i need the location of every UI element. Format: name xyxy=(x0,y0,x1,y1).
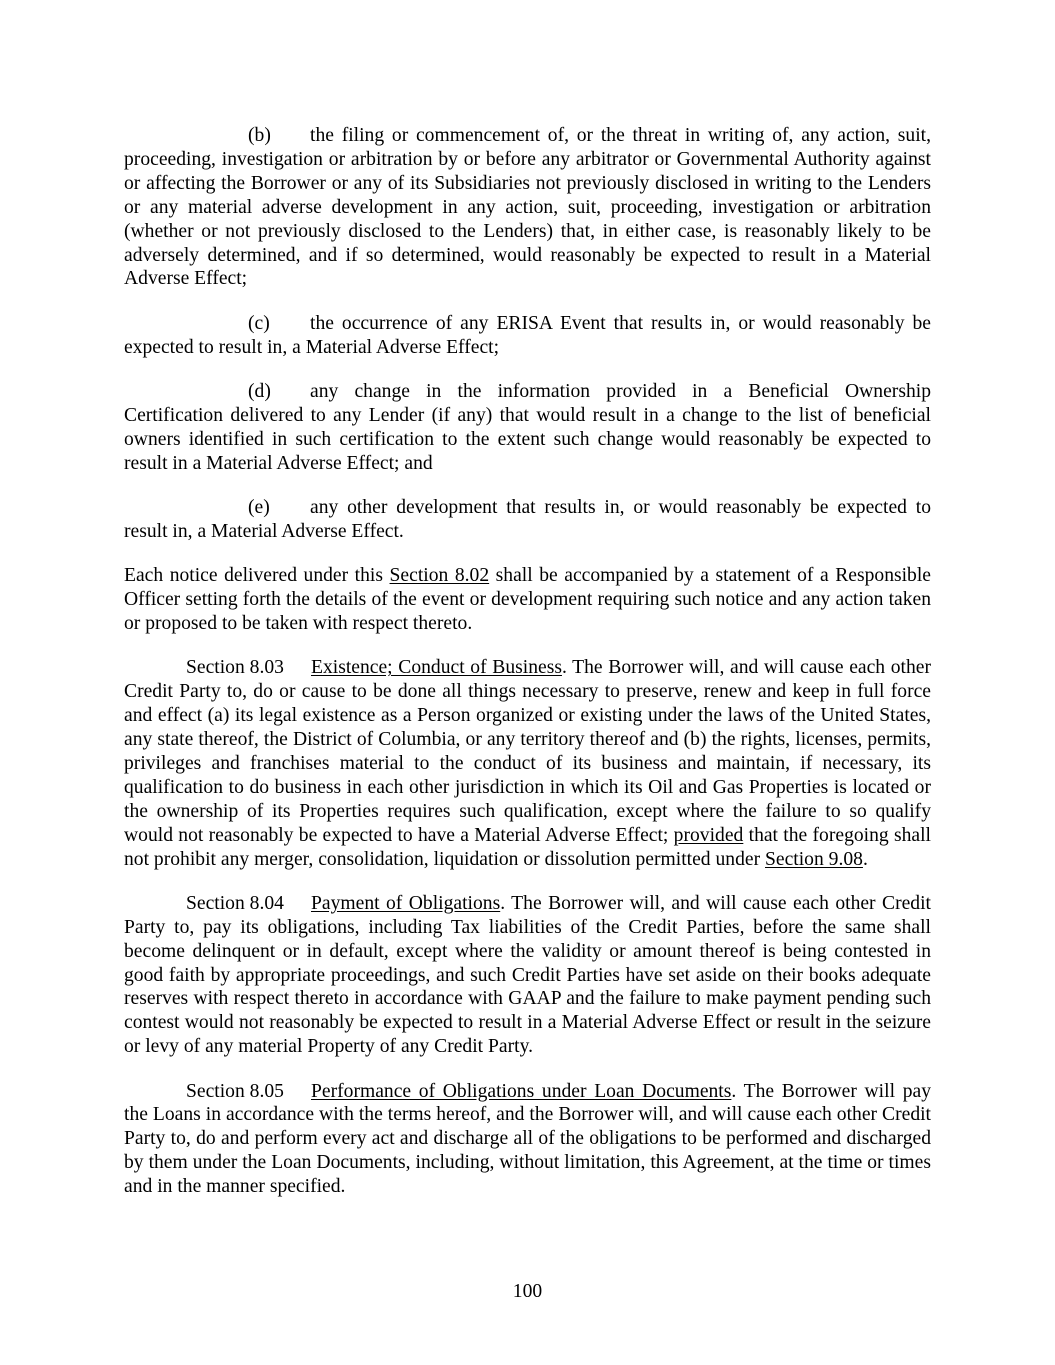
provided-term: provided xyxy=(673,824,744,846)
notice-paragraph xyxy=(124,564,931,636)
section-8-05 xyxy=(124,1080,931,1200)
section-number: Section 8.05 xyxy=(186,1080,284,1102)
clause-c xyxy=(124,312,931,360)
section-8-03 xyxy=(124,656,931,871)
notice-text: Each notice delivered under this xyxy=(124,565,390,587)
section-body: . The Borrower will pay the Loans in accordance with the terms hereof, and the Borrower will, and will cause each other Credit Party to, do and perform every act and discharge all of the obligations to be performed and discharged by them under the Loan Documents, including, without limitation, this Agreement, at the time or times and in the manner specified. xyxy=(124,1080,931,1198)
section-number: Section 8.03 xyxy=(186,657,284,679)
section-body-end: . xyxy=(862,848,868,870)
clause-text: the filing or commencement of, or the threat in writing of, any action, suit, proceeding, investigation or arbitration by or before any arbitrator or Governmental Authority against or affecting the Borrower or any of its Subsidiaries not previously disclosed in writing to the Lenders or any material adverse development in any action, suit, proceeding, investigation or arbitration (whether or not previously disclosed to the Lenders) that, in either case, is reasonably likely to be adversely determined, and if so determined, would reasonably be expected to result in a Material Adverse Effect; xyxy=(124,125,931,290)
clause-number: (b) xyxy=(248,125,271,146)
section-body: . The Borrower will, and will cause each other Credit Party to, do or cause to be done all things necessary to preserve, renew and keep in full force and effect (a) its legal existence as a Person organized or existing under the laws of the United States, any state thereof, the District of Columbia, or any territory thereof and (b) the rights, licenses, permits, privileges and franchises material to the conduct of its business and maintain, if necessary, its qualification to do business in each other jurisdiction in which its Oil and Gas Properties is located or the ownership of its Properties requires such qualification, except where the failure to so qualify would not reasonably be expected to have a Material Adverse Effect; xyxy=(124,657,932,846)
section-8-04 xyxy=(124,892,931,1059)
section-number: Section 8.04 xyxy=(186,892,284,914)
clause-e xyxy=(124,496,931,544)
section-title: Performance of Obligations under Loan Documents xyxy=(311,1080,732,1102)
clause-text: any other development that results in, or would reasonably be expected to result in, a Material Adverse Effect. xyxy=(124,496,931,542)
section-reference: Section 8.02 xyxy=(389,565,490,587)
section-title: Payment of Obligations xyxy=(311,892,501,914)
clause-number: (d) xyxy=(248,380,271,402)
clause-text: any change in the information provided in a Beneficial Ownership Certification delivered to any Lender (if any) that would result in a change to the list of beneficial owners identified in such certification to the extent such change would reasonably be expected to result in a Material Adverse Effect; and xyxy=(124,380,931,474)
page-number: 100 xyxy=(512,1281,543,1302)
document-page xyxy=(124,124,931,1219)
clause-text: the occurrence of any ERISA Event that results in, or would reasonably be expected to result in, a Material Adverse Effect; xyxy=(124,312,931,358)
section-reference: Section 9.08 xyxy=(765,848,863,870)
section-body: . The Borrower will, and will cause each other Credit Party to, pay its obligations, including Tax liabilities of the Credit Parties, before the same shall become delinquent or in default, except where the validity or amount thereof is being contested in good faith by appropriate proceedings, and such Credit Parties have set aside on their books adequate reserves with respect thereto in accordance with GAAP and the failure to make payment pending such contest would not reasonably be expected to result in a Material Adverse Effect or result in the seizure or levy of any material Property of any Credit Party. xyxy=(124,892,931,1058)
clause-b xyxy=(124,124,931,291)
notice-text: shall be accompanied by a statement of a Responsible Officer setting forth the details of the event or development requiring such notice and any action taken or proposed to be taken with respect thereto. xyxy=(124,565,931,634)
clause-d xyxy=(124,380,931,476)
section-body: that the foregoing shall not prohibit any merger, consolidation, liquidation or dissolution permitted under xyxy=(124,824,931,870)
section-title: Existence; Conduct of Business xyxy=(311,657,562,679)
clause-number: (e) xyxy=(248,496,270,518)
clause-number: (c) xyxy=(248,312,270,334)
